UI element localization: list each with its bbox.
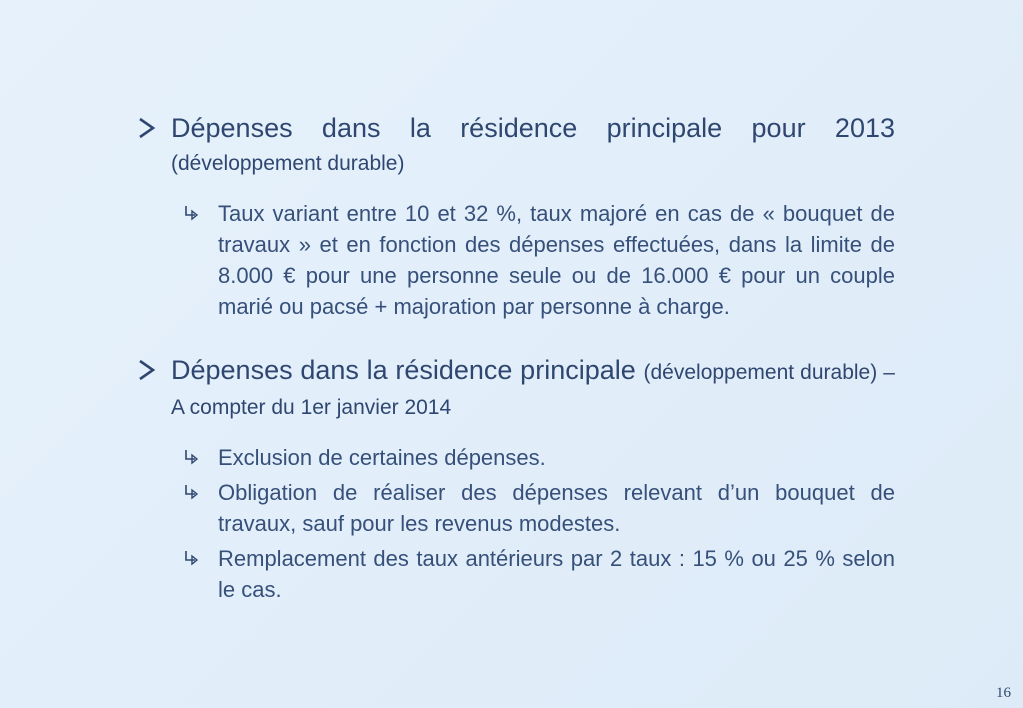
bullet-level1-residence-2013 — [137, 112, 895, 180]
page-number: 16 — [996, 685, 1011, 701]
section1-subitems — [183, 198, 895, 322]
section1-subtitle: (développement durable) — [171, 152, 405, 175]
hook-arrow-bullet-icon — [183, 205, 201, 223]
arrowhead-bullet-icon — [137, 114, 157, 142]
section2-title: Dépenses dans la résidence principale — [171, 355, 636, 385]
list-item — [183, 543, 895, 605]
list-item — [183, 442, 895, 473]
slide-content — [137, 112, 895, 609]
hook-arrow-bullet-icon — [183, 550, 201, 568]
list-item-text: Remplacement des taux antérieurs par 2 taux : 15 % ou 25 % selon le cas. — [218, 546, 895, 602]
hook-arrow-bullet-icon — [183, 484, 201, 502]
list-item-text: Obligation de réaliser des dépenses relevant d’un bouquet de travaux, sauf pour les revenus modestes. — [218, 480, 895, 536]
list-item-text: Taux variant entre 10 et 32 %, taux majoré en cas de « bouquet de travaux » et en fonction des dépenses effectuées, dans la limite de 8.000 € pour une personne seule ou de 16.000 € pour un couple marié ou pacsé + majoration par personne à charge. — [218, 201, 895, 319]
list-item — [183, 198, 895, 322]
bullet-level1-residence-2014 — [137, 354, 895, 424]
section2-subitems — [183, 442, 895, 605]
section1-title: Dépenses dans la résidence principale pour 2013 — [171, 113, 895, 143]
list-item — [183, 477, 895, 539]
hook-arrow-bullet-icon — [183, 449, 201, 467]
section2-subtitle: (développement durable) – A compter du 1er janvier 2014 — [171, 361, 895, 419]
list-item-text: Exclusion de certaines dépenses. — [218, 445, 546, 470]
arrowhead-bullet-icon — [137, 356, 157, 384]
